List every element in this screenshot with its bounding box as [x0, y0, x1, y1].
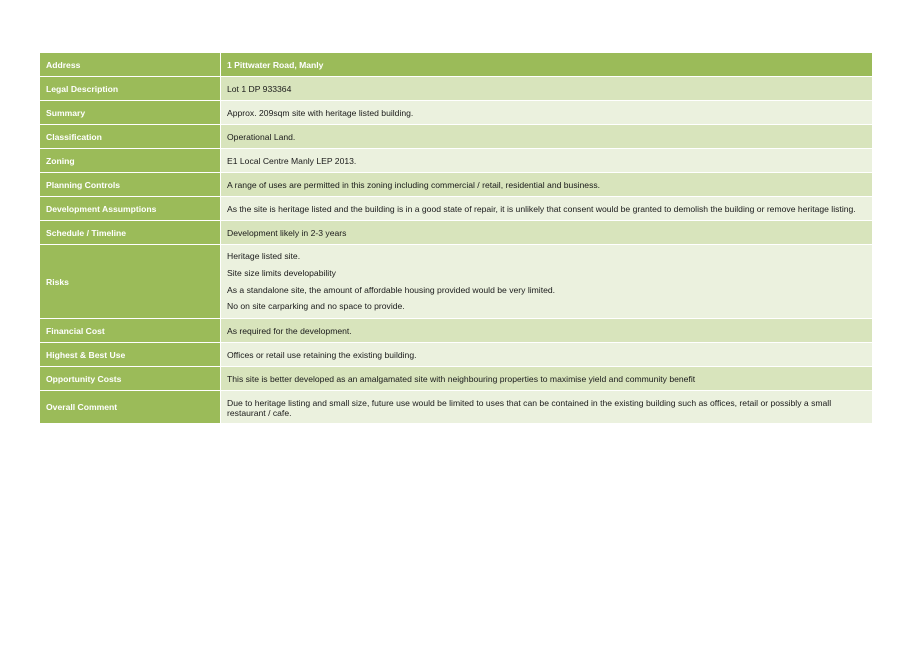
table-row-development-assumptions [40, 197, 872, 221]
row-label: Highest & Best Use [40, 343, 221, 366]
row-label: Summary [40, 101, 221, 124]
row-label: Development Assumptions [40, 197, 221, 220]
risk-item: No on site carparking and no space to provide. [227, 301, 405, 312]
table-row-zoning [40, 149, 872, 173]
risk-item: As a standalone site, the amount of affordable housing provided would be very limited. [227, 284, 556, 295]
row-label: Overall Comment [40, 391, 221, 423]
row-label: Opportunity Costs [40, 367, 221, 390]
row-label: Financial Cost [40, 319, 221, 342]
row-value: 1 Pittwater Road, Manly [221, 53, 872, 76]
row-value: Offices or retail use retaining the existing building. [221, 343, 872, 366]
risks-list [221, 245, 872, 318]
row-value: This site is better developed as an amalgamated site with neighbouring properties to maximise yield and community benefit [221, 367, 872, 390]
row-value: Approx. 209sqm site with heritage listed building. [221, 101, 872, 124]
row-label: Planning Controls [40, 173, 221, 196]
row-label: Risks [40, 245, 221, 318]
row-value: Operational Land. [221, 125, 872, 148]
table-row-schedule-timeline [40, 221, 872, 245]
row-value: A range of uses are permitted in this zoning including commercial / retail, residential and business. [221, 173, 872, 196]
row-label: Address [40, 53, 221, 76]
row-label: Classification [40, 125, 221, 148]
risk-item: Site size limits developability [227, 267, 336, 278]
risk-item: Heritage listed site. [227, 251, 301, 262]
table-row-highest-best-use [40, 343, 872, 367]
row-label: Zoning [40, 149, 221, 172]
table-row-overall-comment [40, 391, 872, 423]
table-row-financial-cost [40, 319, 872, 343]
property-assessment-table [40, 53, 872, 423]
table-row-opportunity-costs [40, 367, 872, 391]
table-row-classification [40, 125, 872, 149]
row-value: Development likely in 2-3 years [221, 221, 872, 244]
row-value: Lot 1 DP 933364 [221, 77, 872, 100]
row-value: As required for the development. [221, 319, 872, 342]
row-value: E1 Local Centre Manly LEP 2013. [221, 149, 872, 172]
table-row-planning-controls [40, 173, 872, 197]
row-label: Legal Description [40, 77, 221, 100]
table-row-legal-description [40, 77, 872, 101]
row-value: As the site is heritage listed and the building is in a good state of repair, it is unlikely that consent would be granted to demolish the building or remove heritage listing. [221, 197, 872, 220]
table-row-address [40, 53, 872, 77]
row-label: Schedule / Timeline [40, 221, 221, 244]
table-row-risks [40, 245, 872, 319]
table-row-summary [40, 101, 872, 125]
row-value: Due to heritage listing and small size, future use would be limited to uses that can be contained in the existing building such as offices, retail or possibly a small restaurant / cafe. [221, 391, 872, 423]
